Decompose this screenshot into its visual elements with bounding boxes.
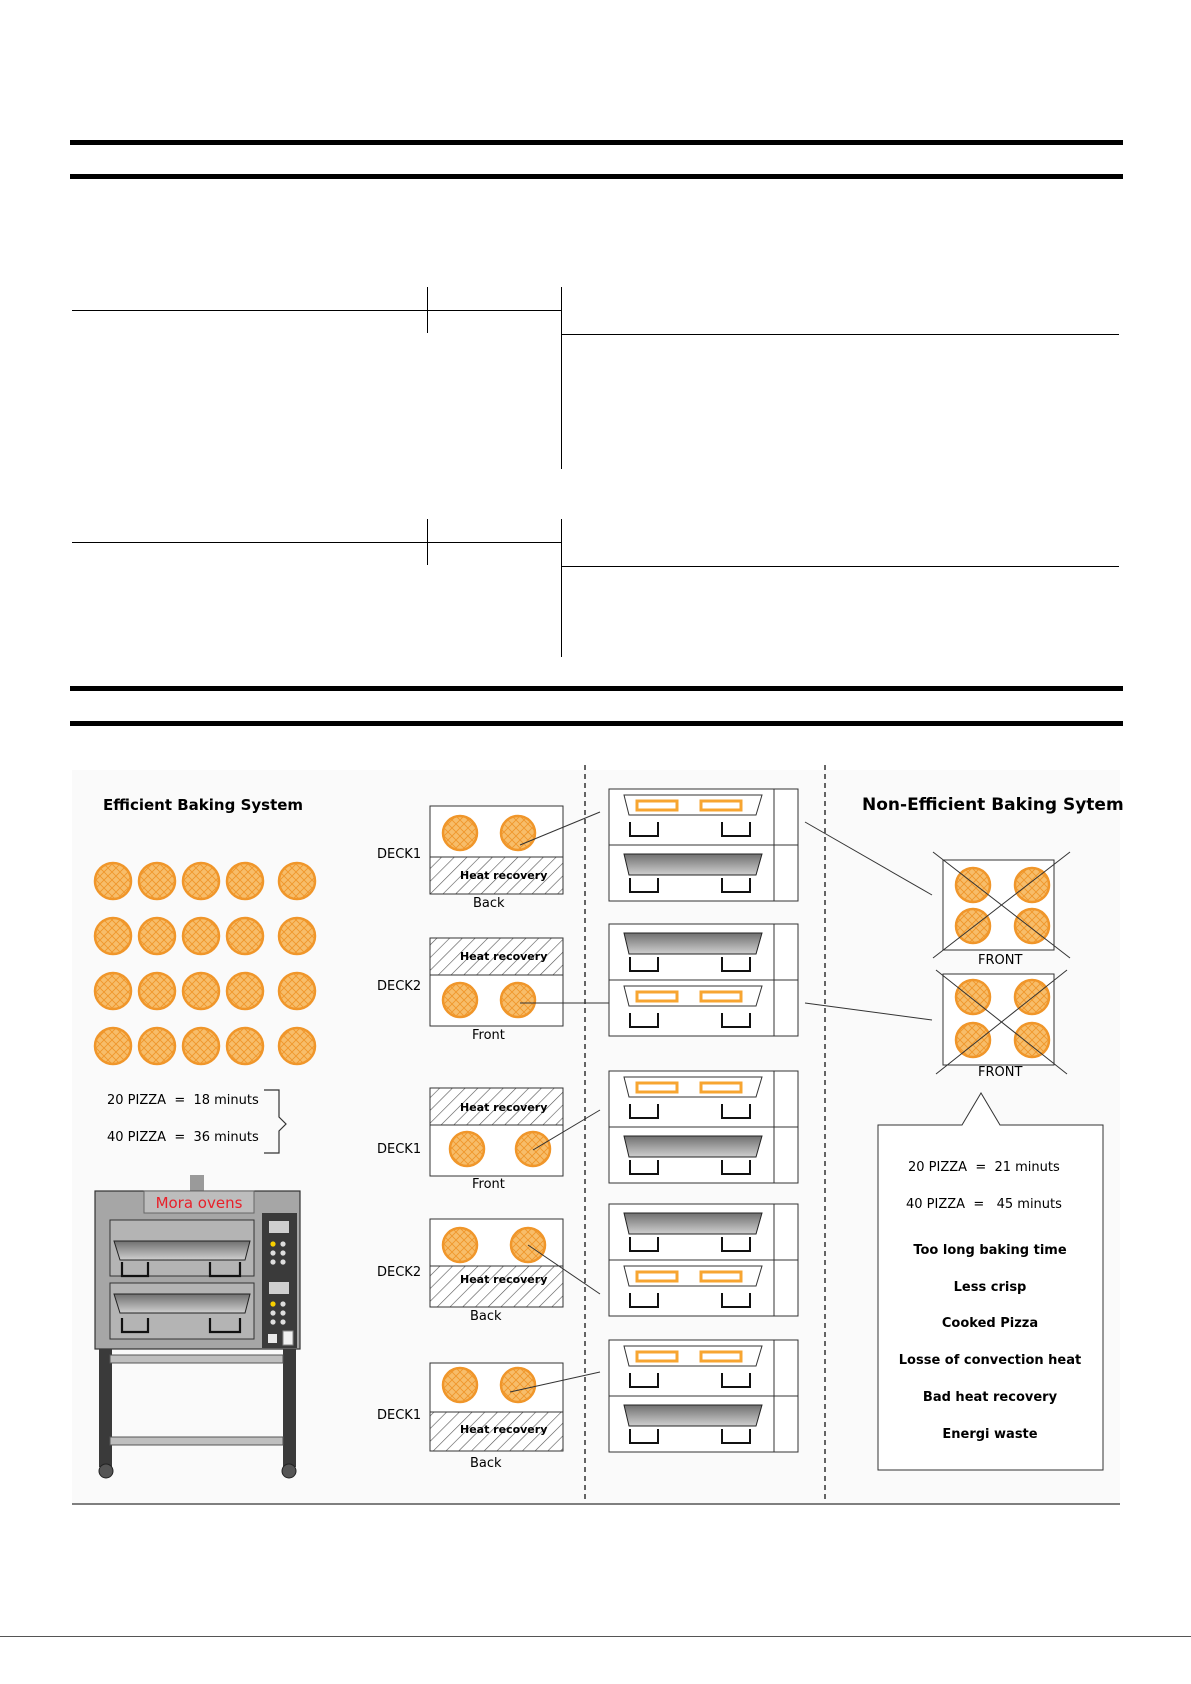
svg-text:FRONT: FRONT bbox=[978, 953, 1023, 968]
oven-section bbox=[609, 1204, 798, 1316]
pizza bbox=[183, 863, 219, 899]
oven-section bbox=[609, 1071, 798, 1183]
issue-item: Bad heat recovery bbox=[922, 1390, 1058, 1405]
pizza bbox=[279, 973, 315, 1009]
issue-item: Cooked Pizza bbox=[941, 1316, 1039, 1331]
issue-item: Too long baking time bbox=[913, 1243, 1067, 1258]
pizza bbox=[279, 863, 315, 899]
svg-text:Front: Front bbox=[472, 1177, 505, 1192]
pizza bbox=[227, 863, 263, 899]
pizza bbox=[183, 1028, 219, 1064]
svg-text:DECK2: DECK2 bbox=[377, 979, 422, 994]
svg-text:20 PIZZA = 21 minuts: 20 PIZZA = 21 minuts bbox=[908, 1160, 1060, 1175]
svg-text:Back: Back bbox=[470, 1309, 502, 1324]
non-efficient-title: Non-Efficient Baking Sytem bbox=[862, 795, 1124, 815]
pizza bbox=[279, 1028, 315, 1064]
oven-cross-sections bbox=[609, 789, 798, 1452]
pizza bbox=[227, 918, 263, 954]
pizza bbox=[95, 1028, 131, 1064]
svg-text:DECK2: DECK2 bbox=[377, 1265, 422, 1280]
pizza bbox=[95, 863, 131, 899]
svg-text:Back: Back bbox=[473, 896, 505, 911]
svg-text:Heat recovery: Heat recovery bbox=[460, 869, 548, 882]
pizza bbox=[227, 1028, 263, 1064]
pizza bbox=[183, 918, 219, 954]
svg-text:DECK1: DECK1 bbox=[377, 1408, 422, 1423]
efficient-title: Efficient Baking System bbox=[103, 796, 304, 814]
pizza bbox=[139, 863, 175, 899]
pizza bbox=[279, 918, 315, 954]
oven-section bbox=[609, 1340, 798, 1452]
svg-text:DECK1: DECK1 bbox=[377, 847, 422, 862]
svg-text:Heat recovery: Heat recovery bbox=[460, 1423, 548, 1436]
pizza bbox=[227, 973, 263, 1009]
svg-text:FRONT: FRONT bbox=[978, 1065, 1023, 1080]
eff-time-1: 20 PIZZA = 18 minuts bbox=[107, 1093, 259, 1108]
svg-text:DECK1: DECK1 bbox=[377, 1142, 422, 1157]
svg-text:Front: Front bbox=[472, 1028, 505, 1043]
svg-text:Heat recovery: Heat recovery bbox=[460, 1101, 548, 1114]
svg-text:Heat recovery: Heat recovery bbox=[460, 950, 548, 963]
pizza bbox=[139, 918, 175, 954]
svg-text:40 PIZZA = 45 minuts: 40 PIZZA = 45 minuts bbox=[906, 1197, 1062, 1212]
issue-item: Losse of convection heat bbox=[898, 1353, 1082, 1368]
pizza bbox=[95, 918, 131, 954]
pizza bbox=[95, 973, 131, 1009]
oven-brand: Mora ovens bbox=[155, 1194, 243, 1212]
eff-time-2: 40 PIZZA = 36 minuts bbox=[107, 1130, 259, 1145]
pizza bbox=[183, 973, 219, 1009]
issues-callout bbox=[878, 1093, 1103, 1470]
oven-section bbox=[609, 924, 798, 1036]
issue-item: Energi waste bbox=[942, 1427, 1038, 1442]
non-efficient-tray-2 bbox=[936, 970, 1067, 1080]
pizza bbox=[139, 1028, 175, 1064]
svg-text:Heat recovery: Heat recovery bbox=[460, 1273, 548, 1286]
footer-rule bbox=[0, 1636, 1191, 1637]
pizza bbox=[139, 973, 175, 1009]
issue-item: Less crisp bbox=[953, 1280, 1027, 1295]
oven-section bbox=[609, 789, 798, 901]
svg-text:Back: Back bbox=[470, 1456, 502, 1471]
